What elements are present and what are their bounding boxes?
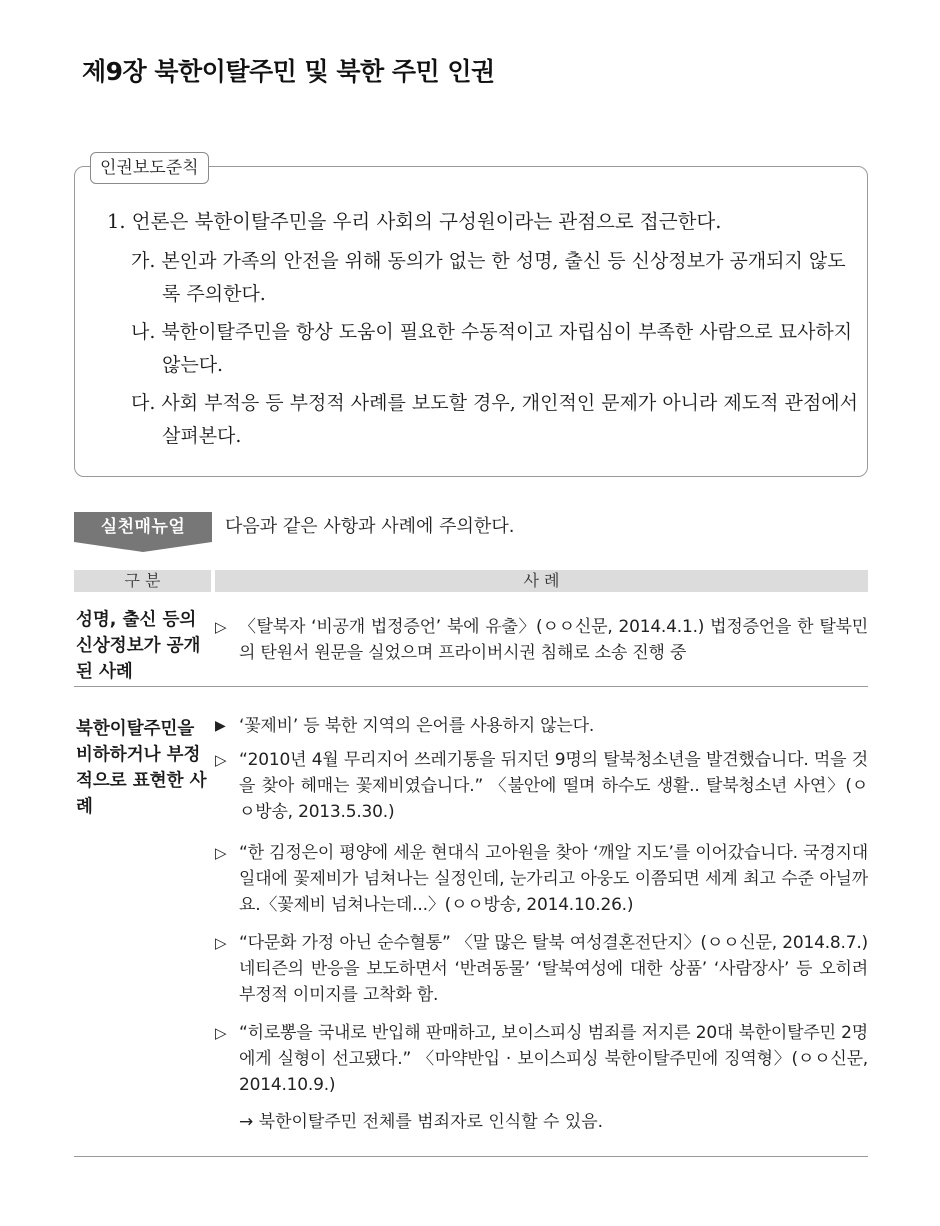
- case-text: “다문화 가정 아닌 순수혈통” 〈말 많은 탈북 여성결혼전단지〉(ㅇㅇ신문, 2014.8.7.) 네티즌의 반응을 보도하면서 ‘반려동물’ ‘탈북여성에 대한 상품’ ‘사람장사’ 등 오히려 부정적 이미지를 고착화 함.: [239, 933, 868, 1005]
- guideline-sub-item: 가. 본인과 가족의 안전을 위해 동의가 없는 한 성명, 출신 등 신상정보가 공개되지 않도록 주의한다.: [131, 250, 846, 305]
- case-item: [215, 930, 868, 1008]
- row-divider: [74, 686, 868, 687]
- hollow-triangle-bullet-icon: ▷: [215, 1024, 227, 1042]
- case-item: [215, 840, 868, 918]
- hollow-triangle-bullet-icon: ▷: [215, 934, 227, 952]
- case-item: [215, 614, 868, 666]
- case-text: “히로뽕을 국내로 반입해 판매하고, 보이스피싱 범죄를 저지른 20대 북한이탈주민 2명에게 실형이 선고됐다.” 〈마약반입 · 보이스피싱 북한이탈주민에 징역형〉(ㅇㅇ신문, 2014.10.9.): [239, 1023, 868, 1095]
- table-header-case: 사 례: [215, 570, 868, 592]
- table-header-category: 구 분: [74, 570, 211, 592]
- category-label: 북한이탈주민을 비하하거나 부정적으로 표현한 사례: [76, 719, 207, 817]
- case-note: → 북한이탈주민 전체를 범죄자로 인식할 수 있음.: [239, 1112, 604, 1132]
- guideline-body: [107, 207, 859, 458]
- case-text: “2010년 4월 무리지어 쓰레기통을 뒤지던 9명의 탈북청소년을 발견했습니다. 먹을 것을 찾아 헤매는 꽃제비였습니다.” 〈불안에 떨며 하수도 생활.. 탈북청소년 사연〉(ㅇㅇ방송, 2013.5.30.): [239, 750, 868, 822]
- case-text: “한 김정은이 평양에 세운 현대식 고아원을 찾아 ‘깨알 지도’를 이어갔습니다. 국경지대 일대에 꽃제비가 넘쳐나는 실정인데, 눈가리고 아웅도 이쯤되면 세계 최고 수준 아닐까요.〈꽃제비 넘쳐나는데...〉(ㅇㅇ방송, 2014.10.26.): [239, 843, 868, 915]
- case-text: 〈탈북자 ‘비공개 법정증언’ 북에 유출〉(ㅇㅇ신문, 2014.4.1.) 법정증언을 한 탈북민의 탄원서 원문을 실었으며 프라이버시권 침해로 소송 진행 중: [239, 617, 868, 663]
- manual-tag-pointer-icon: [74, 542, 212, 552]
- filled-triangle-bullet-icon: ▶: [215, 718, 226, 734]
- guideline-tag: 인권보도준칙: [90, 152, 209, 184]
- hollow-triangle-bullet-icon: ▷: [215, 844, 227, 862]
- guideline-main-item: 1. 언론은 북한이탈주민을 우리 사회의 구성원이라는 관점으로 접근한다.: [107, 210, 722, 233]
- hollow-triangle-bullet-icon: ▷: [215, 618, 227, 636]
- hollow-triangle-bullet-icon: ▷: [215, 751, 227, 769]
- chapter-title: 제9장 북한이탈주민 및 북한 주민 인권: [82, 57, 495, 86]
- row-divider: [74, 1156, 868, 1157]
- manual-tag: 실천매뉴얼: [74, 512, 212, 542]
- guideline-sub-item: 다. 사회 부적응 등 부정적 사례를 보도할 경우, 개인적인 문제가 아니라 제도적 관점에서 살펴본다.: [131, 392, 858, 447]
- manual-description: 다음과 같은 사항과 사례에 주의한다.: [225, 516, 515, 537]
- guideline-sub-item: 나. 북한이탈주민을 항상 도움이 필요한 수동적이고 자립심이 부족한 사람으로 묘사하지 않는다.: [131, 321, 853, 376]
- case-item: [215, 747, 868, 825]
- case-item: [215, 713, 868, 739]
- case-text: ‘꽃제비’ 등 북한 지역의 은어를 사용하지 않는다.: [239, 716, 595, 736]
- case-item: [215, 1020, 868, 1098]
- category-label: 성명, 출신 등의 신상정보가 공개된 사례: [76, 610, 201, 682]
